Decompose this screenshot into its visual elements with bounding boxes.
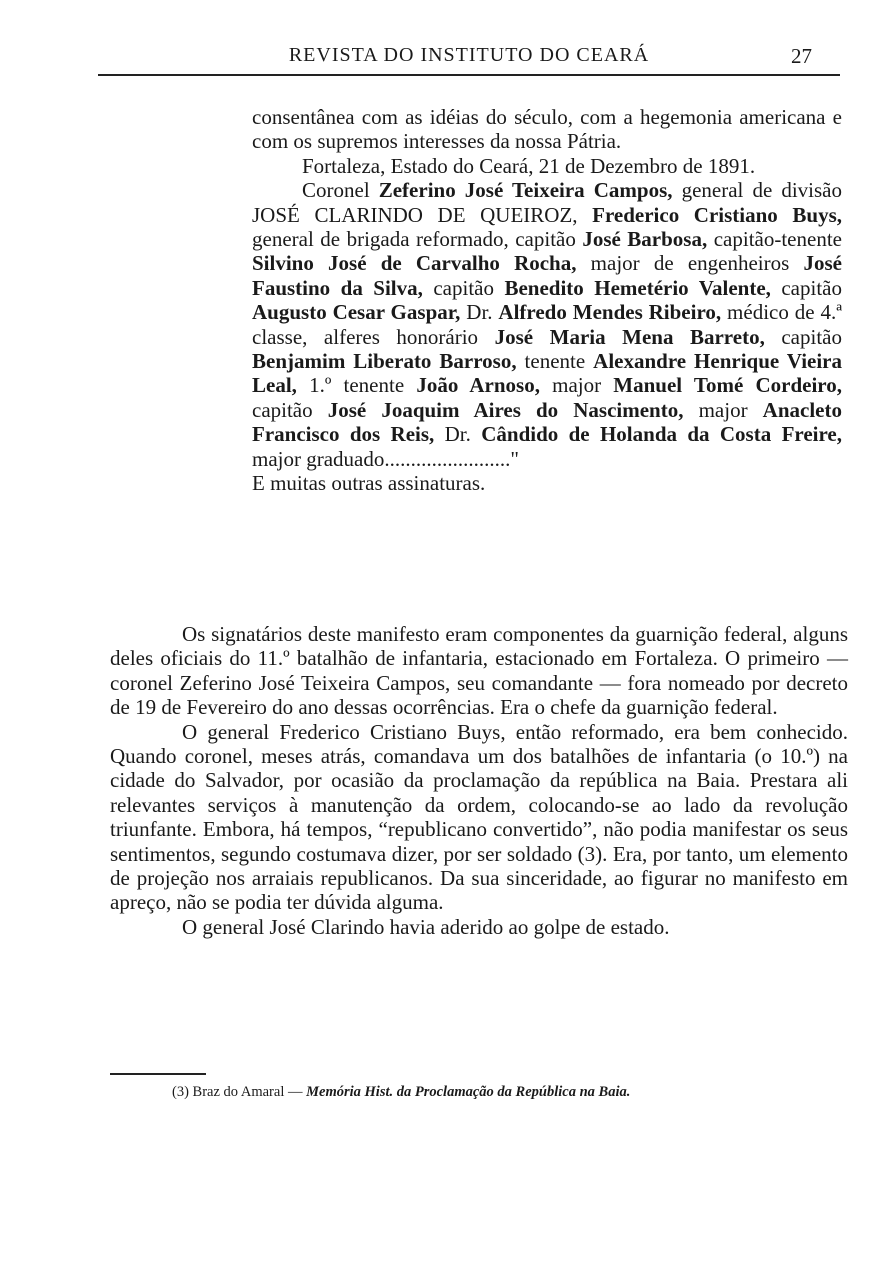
signatory-text: capitão-tenente bbox=[707, 227, 842, 252]
quote-date-line: Fortaleza, Estado do Ceará, 21 de Dezembro de 1891. bbox=[302, 153, 756, 178]
signatory-name: Benjamim Liberato Barroso, bbox=[252, 349, 517, 374]
signatory-name: José Maria Mena Barreto, bbox=[494, 324, 765, 349]
signatory-name: José Faustino da Silva, bbox=[252, 251, 842, 300]
signatory-text: general de divisão JOSÉ CLARINDO DE QUEIROZ, bbox=[252, 178, 843, 227]
signatory-text: major bbox=[539, 373, 614, 398]
signatory-name: Augusto Cesar Gaspar, bbox=[252, 300, 461, 325]
signatory-name: Zeferino José Teixeira Campos, bbox=[378, 178, 673, 203]
signatory-text: capitão bbox=[770, 275, 842, 300]
signatory-name: Anacleto Francisco dos Reis, bbox=[252, 397, 842, 447]
signatories-list bbox=[252, 178, 842, 471]
signatory-text: tenente bbox=[516, 349, 594, 374]
footnote-number: (3) bbox=[172, 1084, 189, 1100]
signatory-name: José Joaquim Aires do Nascimento, bbox=[327, 397, 684, 422]
signatory-name: Alfredo Mendes Ribeiro, bbox=[498, 300, 722, 325]
signatory-name: Silvino José de Carvalho Rocha, bbox=[252, 251, 577, 276]
page-number: 27 bbox=[791, 44, 812, 68]
body-paragraph: O general Frederico Cristiano Buys, então reformado, era bem conhecido. Quando coronel, meses atrás, comandava um dos batalhões de infantaria (o 10.º) na cidade do Salvador, por ocasião da proclamação da república na Baia. Prestara ali relevantes serviços à manutenção da ordem, colocando-se ao lado da revolução triunfante. Embora, há tempos, “republicano convertido”, não podia manifestar os seus sentimentos, segundo costumava dizer, por ser soldado (3). Era, por tanto, um elemento de projeção nos arraiais republicanos. Da sua sinceridade, ao figurar no manifesto em apreço, não se podia ter dúvida alguma. bbox=[110, 719, 848, 915]
signatory-name: Frederico Cristiano Buys, bbox=[592, 202, 842, 227]
signatory-text: major de engenheiros bbox=[576, 251, 804, 276]
signatory-text: ........................" bbox=[384, 446, 519, 471]
signatory-name: Manuel Tomé Cordeiro, bbox=[613, 373, 842, 398]
signatory-name: José Barbosa, bbox=[582, 227, 708, 252]
signatory-text: capitão bbox=[252, 397, 328, 422]
running-title: REVISTA DO INSTITUTO DO CEARÁ bbox=[288, 44, 650, 66]
quote-closing: E muitas outras assinaturas. bbox=[252, 471, 486, 496]
footnote-author: Braz do Amaral — bbox=[192, 1084, 303, 1100]
footnote-divider bbox=[110, 1073, 206, 1075]
signatory-text: Dr. bbox=[434, 422, 482, 447]
footnote-title: Memória Hist. da Proclamação da República na Baia. bbox=[306, 1084, 631, 1100]
signatory-name: João Arnoso, bbox=[416, 373, 540, 398]
signatory-text: major bbox=[683, 397, 763, 422]
signatory-name: Cândido de Holanda da Costa Freire, bbox=[481, 422, 842, 447]
main-text bbox=[110, 622, 848, 939]
signatory-text: Coronel bbox=[302, 178, 379, 203]
signatory-text: general de brigada reformado, capitão bbox=[252, 227, 583, 252]
signatory-text: capitão bbox=[422, 275, 505, 300]
signatory-text: major graduado bbox=[252, 446, 385, 471]
manifesto-quote bbox=[252, 105, 842, 496]
signatory-text: médico de 4.ª classe, alferes honorário bbox=[252, 300, 842, 349]
quote-paragraph: consentânea com as idéias do século, com a hegemonia americana e com os supremos interesses da nossa Pátria. bbox=[252, 105, 842, 154]
signatory-text: 1.º tenente bbox=[296, 373, 417, 398]
footnote bbox=[110, 1080, 846, 1104]
body-paragraph: O general José Clarindo havia aderido ao golpe de estado. bbox=[182, 914, 670, 939]
body-paragraph: Os signatários deste manifesto eram componentes da guarnição federal, alguns deles oficiais do 11.º batalhão de infantaria, estacionado em Fortaleza. O primeiro — coronel Zeferino José Teixeira Campos, seu comandante — fora nomeado por decreto de 19 de Fevereiro do ano dessas ocorrências. Era o chefe da guarnição federal. bbox=[110, 622, 848, 720]
signatory-text: Dr. bbox=[460, 300, 499, 325]
signatory-name: Alexandre Henrique Vieira Leal, bbox=[252, 349, 843, 398]
signatory-text: capitão bbox=[764, 324, 842, 349]
signatory-name: Benedito Hemetério Valente, bbox=[504, 275, 771, 300]
running-header bbox=[98, 40, 840, 76]
